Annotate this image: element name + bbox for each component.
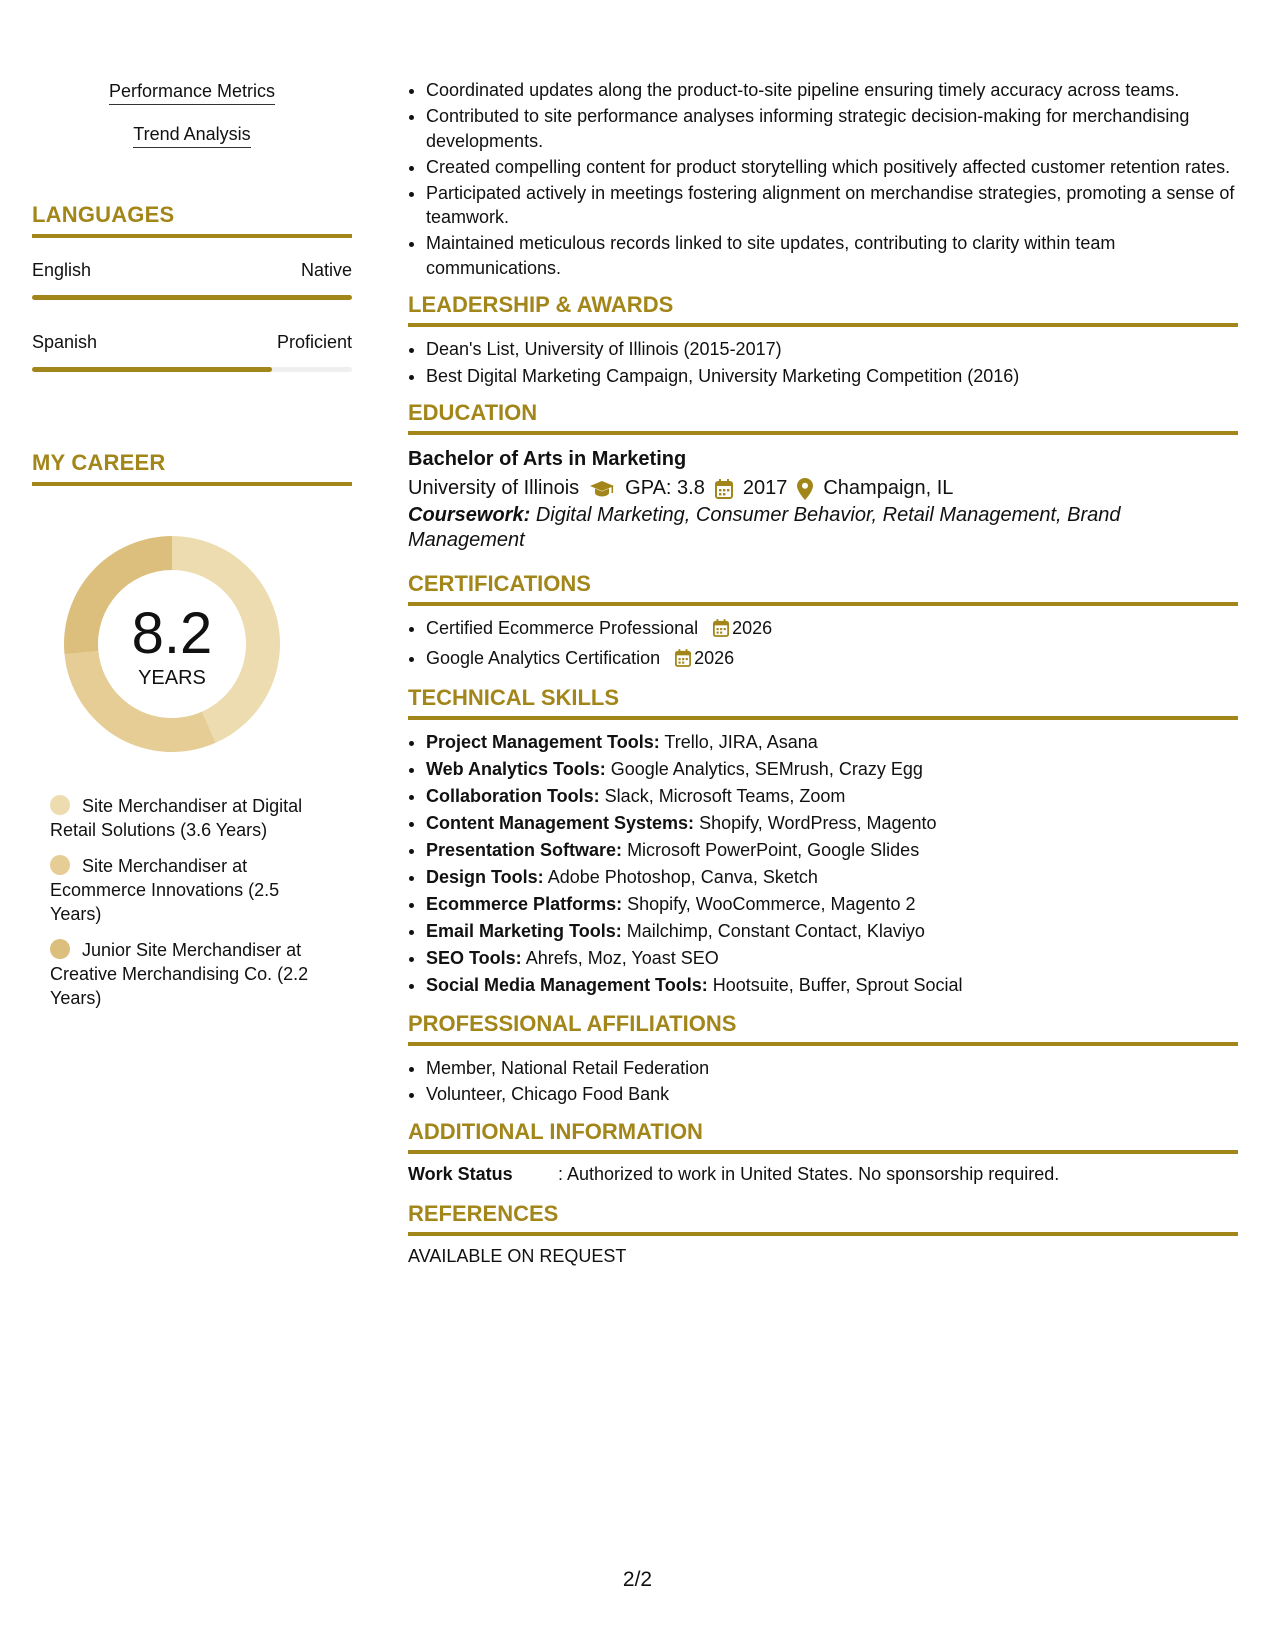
leadership-section	[408, 292, 1238, 388]
graduation-year: 2017	[742, 477, 788, 499]
references-text: AVAILABLE ON REQUEST	[408, 1245, 627, 1266]
skill-category: Project Management Tools:	[426, 732, 660, 752]
tag-trend-analysis: Trend Analysis	[133, 123, 250, 148]
skill-category: Content Management Systems:	[426, 813, 695, 833]
award-item: • Dean's List, University of Illinois (2015-2017)	[426, 337, 1238, 362]
skills-section	[408, 685, 1238, 999]
language-name: English	[32, 260, 92, 280]
skill-item	[426, 784, 1238, 810]
page-number: 2/2	[622, 1568, 653, 1591]
affiliation-item: • Volunteer, Chicago Food Bank	[426, 1082, 1238, 1107]
skill-values: Ahrefs, Moz, Yoast SEO	[525, 948, 719, 968]
work-status-label: Work Status	[408, 1163, 513, 1184]
language-name: Spanish	[32, 332, 98, 352]
experience-bullet: • Created compelling content for product storytelling which positively affected customer retention rates.	[426, 155, 1238, 180]
skill-category: Design Tools:	[426, 867, 544, 887]
career-section	[32, 450, 352, 1010]
language-bar-english	[32, 295, 352, 300]
coursework-label: Coursework:	[408, 504, 531, 526]
degree-title: Bachelor of Arts in Marketing	[408, 448, 687, 470]
skill-values: Slack, Microsoft Teams, Zoom	[604, 786, 846, 806]
affiliations-section	[408, 1011, 1238, 1107]
skill-category: Presentation Software:	[426, 840, 623, 860]
affiliation-item: • Member, National Retail Federation	[426, 1056, 1238, 1081]
leadership-title: LEADERSHIP & AWARDS	[408, 292, 1238, 327]
skill-values: Trello, JIRA, Asana	[664, 732, 818, 752]
legend-label: Site Merchandiser at Digital Retail Solutions (3.6 Years)	[50, 796, 303, 840]
skill-values: Google Analytics, SEMrush, Crazy Egg	[610, 759, 923, 779]
legend-label: Site Merchandiser at Ecommerce Innovations (2.5 Years)	[50, 856, 280, 924]
experience-bullet: • Maintained meticulous records linked to site updates, contributing to clarity within team communications.	[426, 231, 1238, 280]
skill-category: Email Marketing Tools:	[426, 921, 622, 941]
language-bar-fill	[32, 295, 352, 300]
certifications-section	[408, 571, 1238, 673]
career-total-years: 8.2	[131, 600, 213, 666]
career-title: MY CAREER	[32, 450, 352, 486]
language-bar-spanish	[32, 367, 352, 372]
left-column	[32, 80, 352, 1022]
skill-values: Adobe Photoshop, Canva, Sketch	[547, 867, 818, 887]
language-level: Native	[300, 260, 352, 280]
skill-category: Collaboration Tools:	[426, 786, 600, 806]
calendar-icon	[675, 649, 691, 674]
certification-year: 2026	[694, 647, 735, 668]
language-row-english	[32, 260, 352, 281]
language-level: Proficient	[276, 332, 352, 352]
career-donut-chart	[52, 524, 292, 764]
legend-item	[50, 938, 330, 1010]
skill-item	[426, 973, 1238, 999]
legend-item	[50, 794, 330, 842]
career-years-unit: YEARS	[138, 666, 206, 689]
certification-year: 2026	[732, 618, 773, 638]
skill-values: Shopify, WordPress, Magento	[699, 813, 937, 833]
coursework	[408, 503, 1238, 553]
skill-item	[426, 865, 1238, 891]
coursework-list: Digital Marketing, Consumer Behavior, Retail Management, Brand Management	[408, 504, 1121, 551]
school-location: Champaign, IL	[823, 477, 954, 499]
skill-category: Social Media Management Tools:	[426, 975, 708, 995]
legend-dot	[50, 795, 70, 815]
skill-item	[426, 757, 1238, 783]
certifications-title: CERTIFICATIONS	[408, 571, 1238, 606]
location-pin-icon	[797, 473, 813, 503]
skill-category: Ecommerce Platforms:	[426, 894, 623, 914]
right-column	[408, 78, 1238, 1267]
certification-item	[426, 646, 1238, 674]
award-item: • Best Digital Marketing Campaign, University Marketing Competition (2016)	[426, 364, 1238, 389]
calendar-icon	[713, 619, 729, 644]
career-legend	[50, 794, 330, 1010]
certification-item	[426, 616, 1238, 644]
education-section	[408, 400, 1238, 553]
calendar-icon	[715, 473, 733, 503]
skill-values: Shopify, WooCommerce, Magento 2	[627, 894, 916, 914]
affiliations-title: PROFESSIONAL AFFILIATIONS	[408, 1011, 1238, 1046]
skill-item	[426, 946, 1238, 972]
languages-title: LANGUAGES	[32, 202, 352, 238]
experience-bullet: • Coordinated updates along the product-to-site pipeline ensuring timely accuracy across teams.	[426, 78, 1238, 103]
education-title: EDUCATION	[408, 400, 1238, 435]
graduation-cap-icon	[589, 473, 615, 503]
legend-dot	[50, 939, 70, 959]
donut-center	[52, 524, 292, 764]
references-section	[408, 1201, 1238, 1267]
gpa: GPA: 3.8	[625, 477, 705, 499]
skill-category: Web Analytics Tools:	[426, 759, 606, 779]
experience-bullet: • Contributed to site performance analyses informing strategic decision-making for merchandising developments.	[426, 104, 1238, 153]
strength-tags	[32, 80, 352, 148]
certification-name: Certified Ecommerce Professional	[426, 618, 699, 638]
references-title: REFERENCES	[408, 1201, 1238, 1236]
skill-values: Mailchimp, Constant Contact, Klaviyo	[626, 921, 925, 941]
skill-values: Hootsuite, Buffer, Sprout Social	[712, 975, 963, 995]
tag-performance-metrics: Performance Metrics	[109, 80, 275, 105]
legend-dot	[50, 855, 70, 875]
skill-item	[426, 730, 1238, 756]
additional-info-section	[408, 1119, 1238, 1185]
work-status-value: : Authorized to work in United States. No sponsorship required.	[558, 1163, 1060, 1184]
skill-item	[426, 892, 1238, 918]
skill-item	[426, 838, 1238, 864]
language-bar-fill	[32, 367, 272, 372]
certification-name: Google Analytics Certification	[426, 647, 661, 668]
education-meta	[408, 473, 1238, 503]
additional-info-title: ADDITIONAL INFORMATION	[408, 1119, 1238, 1154]
skill-values: Microsoft PowerPoint, Google Slides	[627, 840, 920, 860]
experience-bullets	[408, 78, 1238, 280]
skill-item	[426, 919, 1238, 945]
legend-item	[50, 854, 330, 926]
legend-label: Junior Site Merchandiser at Creative Merchandising Co. (2.2 Years)	[50, 940, 309, 1008]
work-status-row	[408, 1164, 1238, 1185]
experience-bullet: • Participated actively in meetings fostering alignment on merchandise strategies, promoting a sense of teamwork.	[426, 181, 1238, 230]
skill-category: SEO Tools:	[426, 948, 522, 968]
skill-item	[426, 811, 1238, 837]
school-name: University of Illinois	[408, 477, 580, 499]
skills-title: TECHNICAL SKILLS	[408, 685, 1238, 720]
languages-section	[32, 202, 352, 372]
language-row-spanish	[32, 332, 352, 353]
